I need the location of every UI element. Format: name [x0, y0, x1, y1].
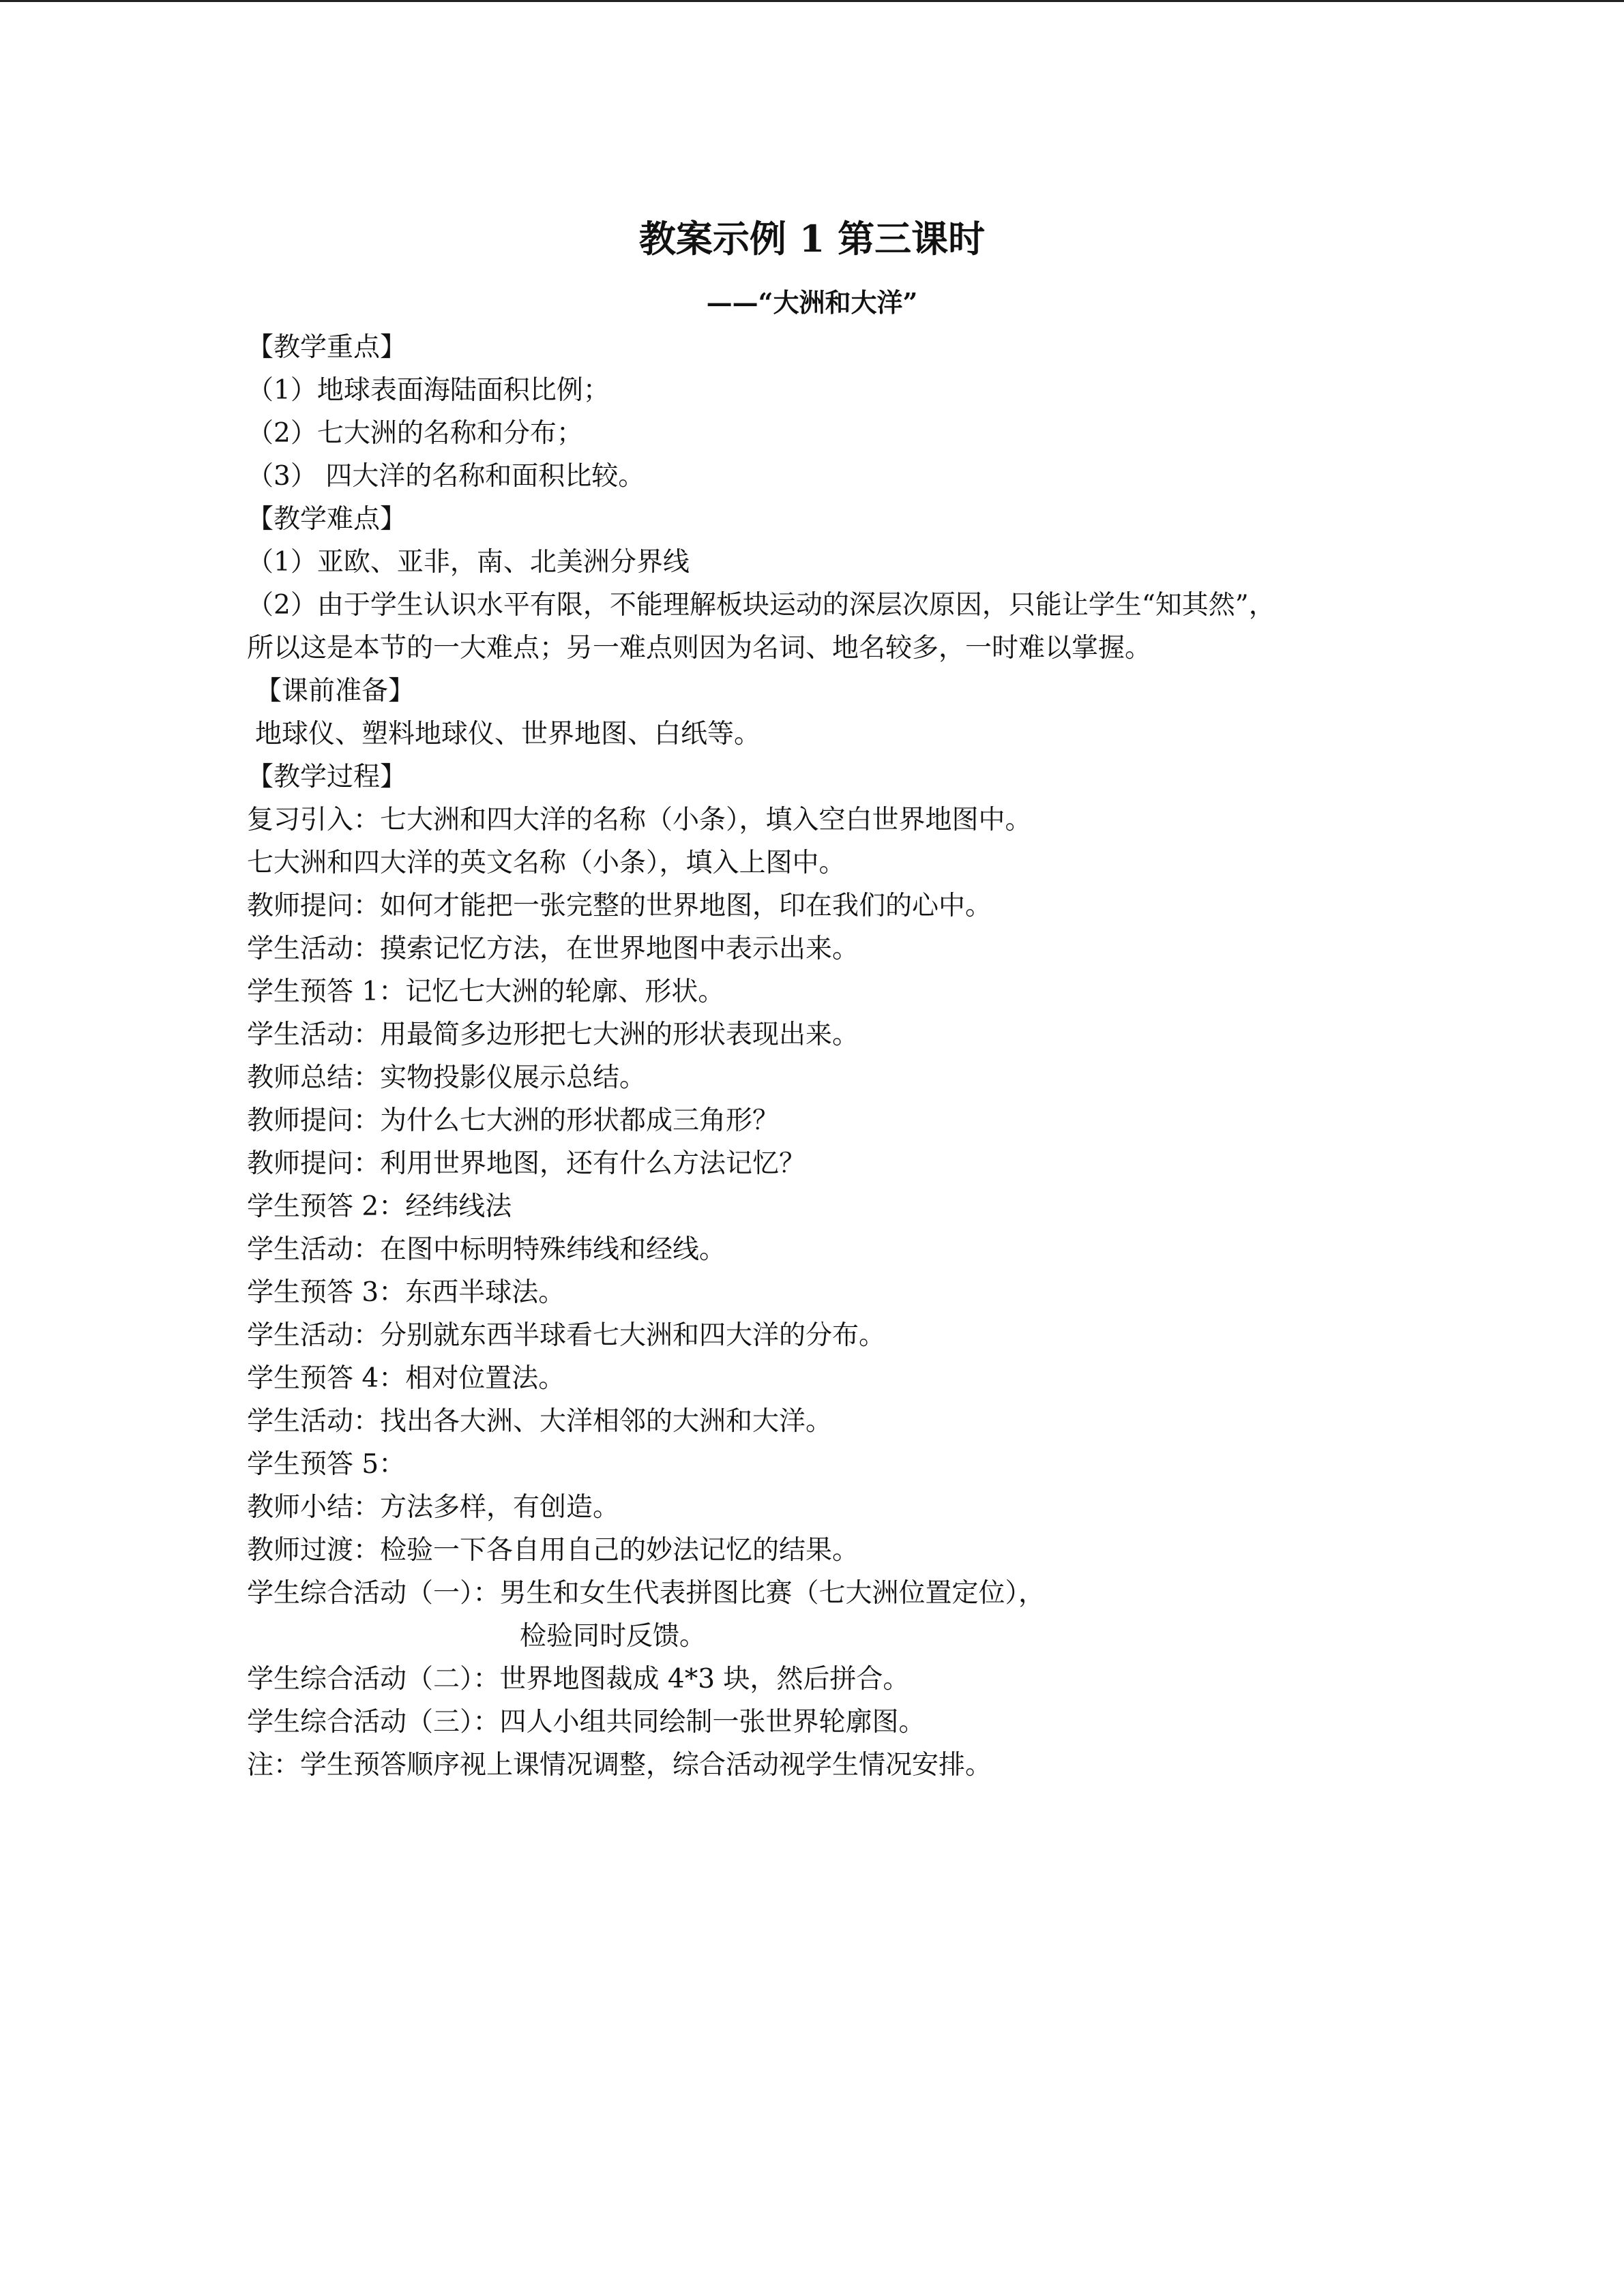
- text-line: （3） 四大洋的名称和面积比较。: [247, 461, 645, 492]
- text-line: 教师提问：为什么七大洲的形状都成三角形？: [247, 1105, 780, 1136]
- text-line: 【课前准备】: [255, 676, 415, 706]
- text-line: 学生活动：用最简多边形把七大洲的形状表现出来。: [247, 1019, 859, 1050]
- text-line: 学生预答 2：经纬线法: [247, 1191, 512, 1222]
- text-line: 教师提问：利用世界地图，还有什么方法记忆？: [247, 1148, 806, 1179]
- document-title: 教案示例 1 第三课时: [638, 217, 986, 260]
- text-line: （2）由于学生认识水平有限，不能理解板块运动的深层次原因，只能让学生“知其然”，: [247, 590, 1275, 621]
- text-line: 【教学难点】: [247, 504, 407, 535]
- text-line: 学生预答 1：记忆七大洲的轮廓、形状。: [247, 976, 725, 1007]
- text-line: 地球仪、塑料地球仪、世界地图、白纸等。: [255, 719, 761, 749]
- text-line: 所以这是本节的一大难点；另一难点则因为名词、地名较多，一时难以掌握。: [247, 633, 1152, 664]
- text-line: 教师提问：如何才能把一张完整的世界地图，印在我们的心中。: [247, 891, 992, 921]
- text-line: （1）亚欧、亚非，南、北美洲分界线: [247, 547, 690, 578]
- text-line: 注：学生预答顺序视上课情况调整，综合活动视学生情况安排。: [247, 1750, 992, 1780]
- text-line: 检验同时反馈。: [520, 1621, 707, 1652]
- text-line: 学生活动：在图中标明特殊纬线和经线。: [247, 1234, 726, 1265]
- text-line: （2）七大洲的名称和分布；: [247, 418, 583, 449]
- text-line: 七大洲和四大洋的英文名称（小条），填入上图中。: [247, 848, 846, 878]
- text-line: 学生综合活动（二）：世界地图裁成 4*3 块，然后拼合。: [247, 1664, 910, 1695]
- text-line: 教师过渡：检验一下各自用自己的妙法记忆的结果。: [247, 1535, 859, 1566]
- text-line: 学生预答 3：东西半球法。: [247, 1277, 565, 1308]
- text-line: 学生综合活动（一）：男生和女生代表拼图比赛（七大洲位置定位），: [247, 1578, 1046, 1609]
- document-subtitle: ——“大洲和大洋”: [706, 287, 918, 318]
- text-line: 【教学重点】: [247, 332, 407, 363]
- text-line: （1）地球表面海陆面积比例；: [247, 375, 610, 406]
- text-line: 【教学过程】: [247, 762, 407, 792]
- document-body: [247, 326, 1393, 1787]
- text-line: 学生综合活动（三）：四人小组共同绘制一张世界轮廓图。: [247, 1707, 926, 1738]
- text-line: 教师总结：实物投影仪展示总结。: [247, 1062, 647, 1093]
- text-line: 学生预答 4：相对位置法。: [247, 1363, 565, 1394]
- text-line: 学生活动：分别就东西半球看七大洲和四大洋的分布。: [247, 1320, 886, 1351]
- text-line: 学生预答 5：: [247, 1449, 406, 1480]
- text-line: 教师小结：方法多样，有创造。: [247, 1492, 620, 1523]
- text-line: 复习引入：七大洲和四大洋的名称（小条），填入空白世界地图中。: [247, 805, 1032, 835]
- text-line: 学生活动：找出各大洲、大洋相邻的大洲和大洋。: [247, 1406, 833, 1437]
- text-line: 学生活动：摸索记忆方法，在世界地图中表示出来。: [247, 934, 859, 964]
